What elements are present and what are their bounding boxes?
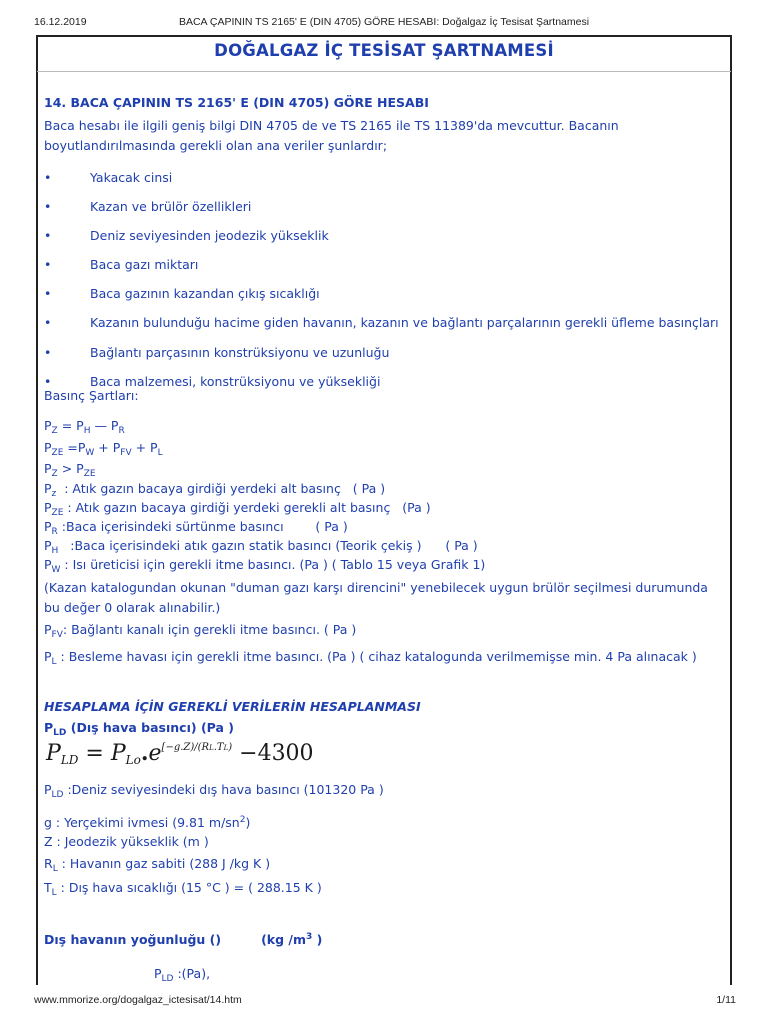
bullet-marker: • (44, 345, 52, 360)
definition-text: : Atık gazın bacaya girdiği yerdeki alt basınç ( Pa ) (56, 481, 386, 496)
bullet-marker: • (44, 170, 52, 185)
list-item-text: Baca malzemesi, konstrüksiyonu ve yüksekliği (90, 374, 381, 389)
pressure-formula: $P_{LD} = P_{Lo}.e^{[-g.Z)/(RL.TL)} -4300$ (46, 740, 314, 767)
definition-text: : Atık gazın bacaya girdiği yerdeki gerekli alt basınç (Pa ) (63, 500, 431, 515)
variable-tl: $T_L$ : Dış hava sıcaklığı (15 °C ) = ( 288.15 K ) (44, 880, 322, 898)
definition-text: : Isı üreticisi için gerekli itme basıncı. (Pa ) ( Tablo 15 veya Grafik 1) (60, 557, 486, 572)
print-date: 16.12.2019 (34, 16, 87, 28)
definition-text: :Baca içerisindeki atık gazın statik basıncı (Teorik çekiş ) ( Pa ) (58, 538, 478, 553)
symbol: P (44, 500, 52, 515)
pressure-heading: Basınç Şartları: (44, 388, 139, 403)
calc-heading: HESAPLAMA İÇİN GEREKLİ VERİLERİN HESAPLANMASI (44, 699, 421, 714)
density-heading: Dış havanın yoğunluğu () (kg $/m^3$ ) (44, 932, 323, 948)
symbol: P (44, 557, 52, 572)
symbol: P (44, 519, 52, 534)
bullet-marker: • (44, 257, 52, 272)
variable-pld: $P_{LD}$ :Deniz seviyesindeki dış hava basıncı (101320 Pa ) (44, 782, 384, 800)
variable-g: g : Yerçekimi ivmesi (9.81 $m/sn^2$) (44, 815, 251, 831)
document-title: DOĞALGAZ İÇ TESİSAT ŞARTNAMESİ (214, 41, 554, 60)
bottom-pld: $P_{LD}$ :(Pa), (154, 966, 211, 984)
intro-line-2: boyutlandırılmasında gerekli olan ana veriler şunlardır; (44, 138, 388, 153)
definition-row (44, 557, 485, 578)
pld-heading: $P_{LD}$ (Dış hava basıncı) (Pa ) (44, 720, 234, 738)
note-line-1: (Kazan katalogundan okunan "duman gazı karşı direncini" yenebilecek uygun brülör seçilmesi durumunda (44, 580, 708, 595)
footer-url: www.mmorize.org/dogalgaz_ictesisat/14.htm (34, 994, 242, 1006)
symbol-subscript: H (51, 546, 59, 556)
symbol-subscript: R (51, 527, 58, 537)
symbol-subscript: ZE (51, 508, 64, 518)
bullet-marker: • (44, 374, 52, 389)
definition-text: :Baca içerisindeki sürtünme basıncı ( Pa ) (57, 519, 348, 534)
list-item-text: Yakacak cinsi (90, 170, 173, 185)
symbol-subscript: z (51, 489, 57, 499)
list-item-text: Baca gazının kazandan çıkış sıcaklığı (90, 286, 320, 301)
equation-2: $P_{ZE} =P_W + P_{FV} + P_L$ (44, 440, 163, 458)
print-title: BACA ÇAPININ TS 2165' E (DIN 4705) GÖRE HESABI: Doğalgaz İç Tesisat Şartnamesi (178, 16, 590, 28)
list-item-text: Bağlantı parçasının konstrüksiyonu ve uzunluğu (90, 345, 390, 360)
bullet-marker: • (44, 228, 52, 243)
variable-rl: $R_L$ : Havanın gaz sabiti (288 J /kg K ) (44, 856, 271, 874)
definition-l: $P_L$ : Besleme havası için gerekli itme basıncı. (Pa ) ( cihaz katalogunda verilmemişse min. 4 Pa alınacak ) (44, 649, 697, 667)
definition-row (44, 538, 478, 559)
list-item-text: Baca gazı miktarı (90, 257, 199, 272)
equation-3: $P_Z > P_{ZE}$ (44, 461, 96, 479)
bullet-marker: • (44, 315, 52, 330)
title-divider (37, 71, 731, 72)
list-item-text: Deniz seviyesinden jeodezik yükseklik (90, 228, 329, 243)
definition-fv: $P_{FV}$: Bağlantı kanalı için gerekli itme basıncı. ( Pa ) (44, 622, 357, 640)
note-line-2: bu değer 0 olarak alınabilir.) (44, 600, 221, 615)
definition-row (44, 519, 348, 540)
bullet-marker: • (44, 199, 52, 214)
symbol: P (44, 538, 52, 553)
definition-row (44, 481, 385, 502)
list-item-text: Kazan ve brülör özellikleri (90, 199, 252, 214)
page-number: 1/11 (716, 994, 736, 1006)
symbol-subscript: W (51, 565, 61, 575)
equation-1: $P_Z = P_H$ — $P_R$ (44, 418, 125, 436)
print-header (0, 16, 768, 32)
definition-row (44, 500, 431, 521)
bullet-marker: • (44, 286, 52, 301)
list-item-text: Kazanın bulunduğu hacime giden havanın, kazanın ve bağlantı parçalarının gerekli üfleme basınçları (90, 315, 719, 330)
section-title: 14. BACA ÇAPININ TS 2165' E (DIN 4705) GÖRE HESABI (44, 95, 429, 110)
symbol: P (44, 481, 52, 496)
intro-line-1: Baca hesabı ile ilgili geniş bilgi DIN 4705 de ve TS 2165 ile TS 11389'da mevcuttur. Bacanın (44, 118, 619, 133)
variable-z: Z : Jeodezik yükseklik (m ) (44, 834, 209, 849)
